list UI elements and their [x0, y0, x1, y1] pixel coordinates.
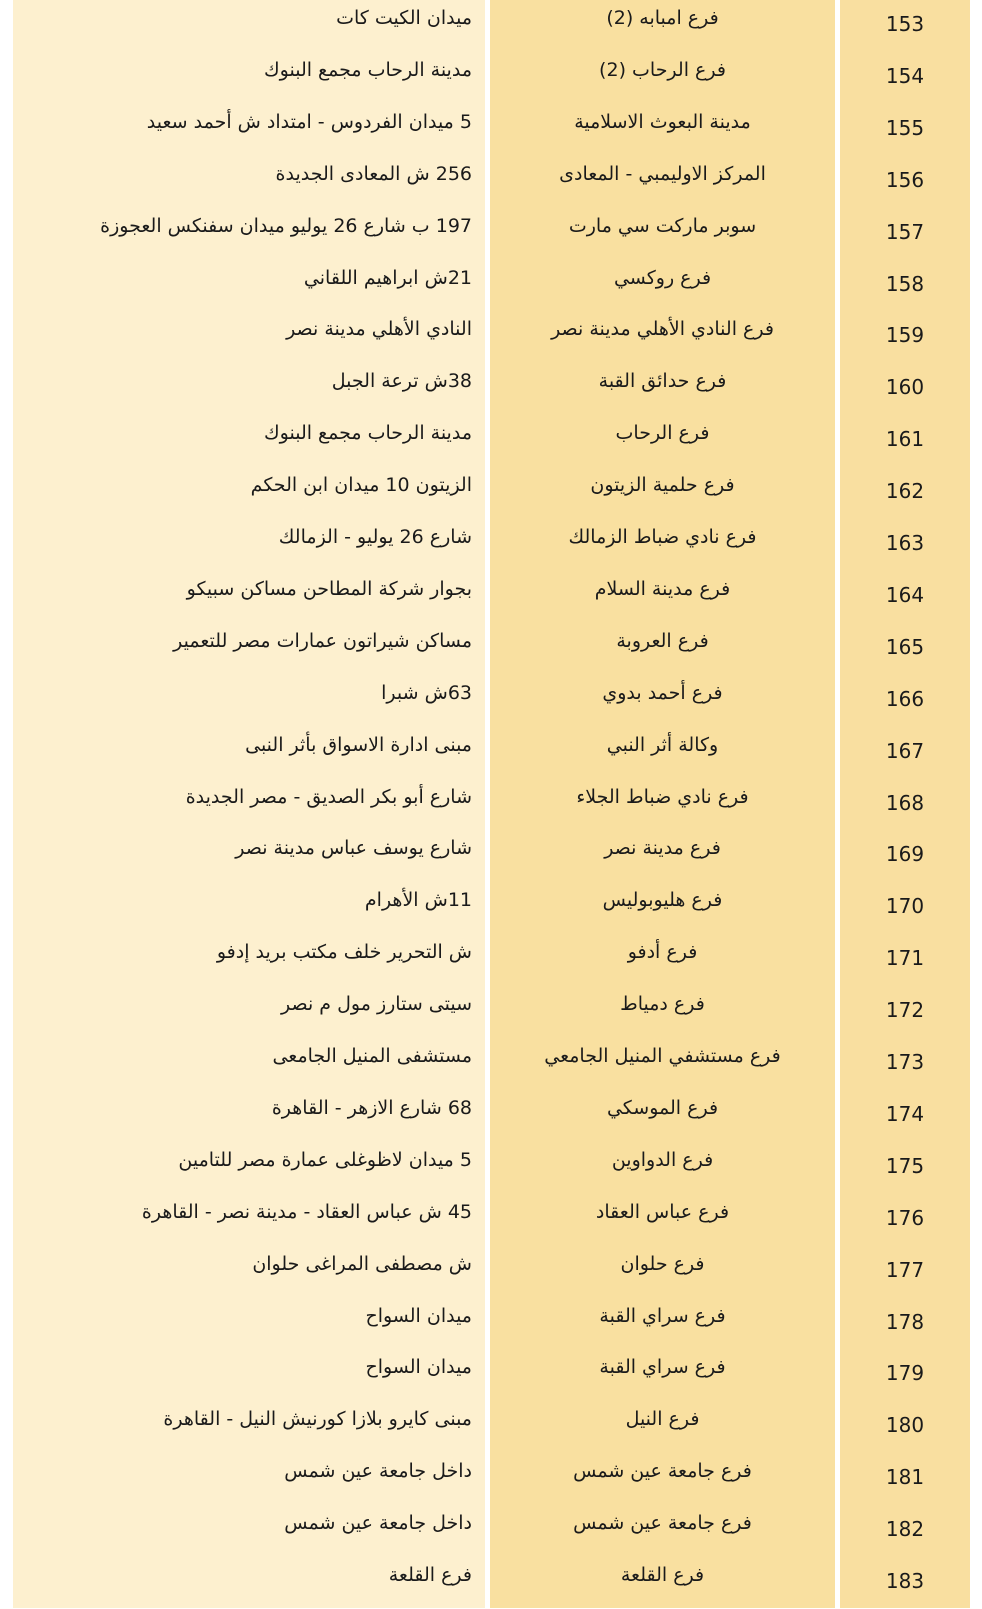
table-row: [0, 571, 982, 623]
branch-address-cell: 11ش الأهرام: [364, 889, 472, 912]
row-number-cell: 167: [885, 738, 925, 763]
branch-name-cell: فرع الدواوين: [611, 1148, 714, 1171]
row-number-cell: 178: [885, 1309, 925, 1334]
table-row: [0, 986, 982, 1038]
branch-name-cell: فرع امبابه (2): [606, 7, 719, 29]
branch-address-cell: فرع القلعة: [388, 1564, 472, 1586]
table-row: [0, 727, 982, 779]
row-number-cell: 175: [885, 1153, 925, 1178]
branch-address-cell: الزيتون 10 ميدان ابن الحكم: [250, 474, 472, 497]
branch-address-cell: مدينة الرحاب مجمع البنوك: [264, 58, 472, 81]
table-row: [0, 311, 982, 363]
branch-name-cell: فرع نادي ضباط الزمالك: [568, 526, 757, 548]
row-number-cell: 182: [885, 1517, 925, 1542]
row-number-cell: 181: [885, 1465, 925, 1490]
branch-address-cell: 45 ش عباس العقاد - مدينة نصر - القاهرة: [141, 1200, 472, 1223]
branch-name-cell: فرع دمياط: [620, 993, 705, 1016]
table-row: [0, 675, 982, 727]
table-row: [0, 467, 982, 519]
row-number-cell: 168: [885, 790, 925, 815]
branch-name-cell: فرع الرحاب (2): [599, 58, 726, 81]
row-number-cell: 179: [885, 1361, 925, 1386]
branch-address-cell: مستشفى المنيل الجامعى: [272, 1045, 472, 1067]
row-number-cell: 176: [885, 1205, 925, 1230]
table-row: [0, 1401, 982, 1453]
branch-name-cell: فرع مستشفي المنيل الجامعي: [544, 1045, 781, 1067]
row-number-cell: 169: [885, 842, 925, 867]
branch-address-cell: بجوار شركة المطاحن مساكن سبيكو: [186, 577, 472, 600]
branch-address-cell: 21ش ابراهيم اللقاني: [303, 266, 472, 289]
branch-address-cell: داخل جامعة عين شمس: [284, 1512, 472, 1535]
row-number-cell: 177: [885, 1257, 925, 1282]
row-number-cell: 180: [885, 1413, 925, 1438]
table-row: [0, 830, 982, 882]
branch-address-cell: داخل جامعة عين شمس: [284, 1460, 472, 1483]
branch-address-cell: شارع أبو بكر الصديق - مصر الجديدة: [185, 785, 472, 808]
row-number-cell: 155: [885, 115, 925, 140]
branch-address-cell: 5 ميدان الفردوس - امتداد ش أحمد سعيد: [146, 110, 472, 133]
branch-name-cell: فرع مدينة نصر: [604, 837, 721, 860]
branch-name-cell: فرع نادي ضباط الجلاء: [576, 785, 749, 808]
branch-name-cell: فرع مدينة السلام: [594, 577, 731, 600]
branch-address-cell: 256 ش المعادى الجديدة: [275, 162, 472, 185]
table-row: [0, 1505, 982, 1557]
row-number-cell: 156: [885, 167, 925, 192]
branch-name-cell: المركز الاوليمبي - المعادى: [559, 162, 766, 185]
branch-name-cell: فرع أحمد بدوي: [602, 681, 723, 704]
branch-address-cell: النادي الأهلي مدينة نصر: [286, 318, 472, 341]
branch-name-cell: فرع عباس العقاد: [595, 1200, 730, 1223]
branch-name-cell: فرع حلمية الزيتون: [590, 474, 735, 497]
branch-address-cell: ميدان الكيت كات: [336, 7, 472, 29]
branch-address-cell: شارع 26 يوليو - الزمالك: [278, 526, 472, 548]
branch-name-cell: مدينة البعوث الاسلامية: [574, 110, 751, 133]
table-row: [0, 1090, 982, 1142]
branch-address-cell: 63ش شبرا: [381, 681, 472, 704]
table-row: [0, 1246, 982, 1298]
branch-name-cell: سوبر ماركت سي مارت: [568, 214, 757, 237]
branch-address-cell: ميدان السواح: [365, 1356, 472, 1379]
table-row: [0, 519, 982, 571]
table-row: [0, 208, 982, 260]
branch-name-cell: فرع القلعة: [620, 1564, 705, 1586]
table-row: [0, 1349, 982, 1401]
row-number-cell: 164: [885, 582, 925, 607]
branch-address-cell: شارع يوسف عباس مدينة نصر: [235, 837, 472, 860]
branch-name-cell: فرع سراي القبة: [599, 1356, 726, 1379]
branch-name-cell: فرع جامعة عين شمس: [573, 1512, 752, 1535]
branch-address-cell: سيتى ستارز مول م نصر: [281, 993, 472, 1016]
row-number-cell: 159: [885, 323, 925, 348]
branch-address-cell: ش التحرير خلف مكتب بريد إدفو: [216, 941, 472, 964]
branch-address-cell: مساكن شيراتون عمارات مصر للتعمير: [173, 629, 472, 652]
table-row: [0, 104, 982, 156]
table-row: [0, 156, 982, 208]
branch-address-cell: 197 ب شارع 26 يوليو ميدان سفنكس العجوزة: [100, 214, 472, 237]
row-number-cell: 183: [885, 1569, 925, 1593]
branch-name-cell: فرع حلوان: [620, 1252, 705, 1275]
table-row: [0, 0, 982, 52]
table-row: [0, 1557, 982, 1609]
table-row: [0, 52, 982, 104]
branch-address-cell: 5 ميدان لاظوغلى عمارة مصر للتامين: [178, 1148, 472, 1171]
row-number-cell: 171: [885, 946, 925, 971]
branch-name-cell: فرع النيل: [625, 1408, 700, 1431]
table-row: [0, 779, 982, 831]
table-row: [0, 415, 982, 467]
table-row: [0, 1298, 982, 1350]
row-number-cell: 172: [885, 998, 925, 1023]
branch-address-cell: مدينة الرحاب مجمع البنوك: [264, 422, 472, 445]
branch-name-cell: فرع جامعة عين شمس: [573, 1460, 752, 1483]
branch-name-cell: فرع الموسكي: [606, 1096, 719, 1119]
row-number-cell: 165: [885, 634, 925, 659]
branch-address-cell: ميدان السواح: [365, 1304, 472, 1327]
row-number-cell: 166: [885, 686, 925, 711]
row-number-cell: 173: [885, 1050, 925, 1074]
table-row: [0, 1453, 982, 1505]
row-number-cell: 157: [885, 219, 925, 244]
row-number-cell: 170: [885, 894, 925, 919]
table-row: [0, 1038, 982, 1090]
table-row: [0, 363, 982, 415]
row-number-cell: 174: [885, 1101, 925, 1126]
table-row: [0, 1194, 982, 1246]
row-number-cell: 163: [885, 531, 925, 555]
table-row: [0, 934, 982, 986]
branch-address-cell: 68 شارع الازهر - القاهرة: [271, 1096, 472, 1119]
branch-name-cell: فرع أدفو: [627, 941, 698, 964]
branch-name-cell: وكالة أثر النبي: [606, 733, 719, 756]
branch-address-cell: ش مصطفى المراغى حلوان: [252, 1252, 472, 1275]
branch-name-cell: فرع العروبة: [616, 629, 709, 652]
branch-name-cell: فرع روكسي: [613, 266, 712, 289]
branch-name-cell: فرع سراي القبة: [599, 1304, 726, 1327]
table-row: [0, 623, 982, 675]
branch-name-cell: فرع الرحاب: [615, 422, 710, 445]
branch-name-cell: فرع حدائق القبة: [598, 370, 727, 393]
row-number-cell: 162: [885, 479, 925, 504]
branch-address-cell: 38ش ترعة الجبل: [331, 370, 472, 393]
branch-name-cell: فرع هليوبوليس: [602, 889, 723, 912]
branch-address-cell: مبنى كايرو بلازا كورنيش النيل - القاهرة: [163, 1408, 472, 1431]
branch-address-cell: مبنى ادارة الاسواق بأثر النبى: [245, 733, 472, 756]
table-row: [0, 882, 982, 934]
row-number-cell: 153: [885, 12, 925, 36]
row-number-cell: 154: [885, 63, 925, 88]
row-number-cell: 160: [885, 375, 925, 400]
branch-name-cell: فرع النادي الأهلي مدينة نصر: [551, 318, 774, 341]
table-row: [0, 1142, 982, 1194]
row-number-cell: 161: [885, 427, 925, 452]
row-number-cell: 158: [885, 271, 925, 296]
table-row: [0, 260, 982, 312]
